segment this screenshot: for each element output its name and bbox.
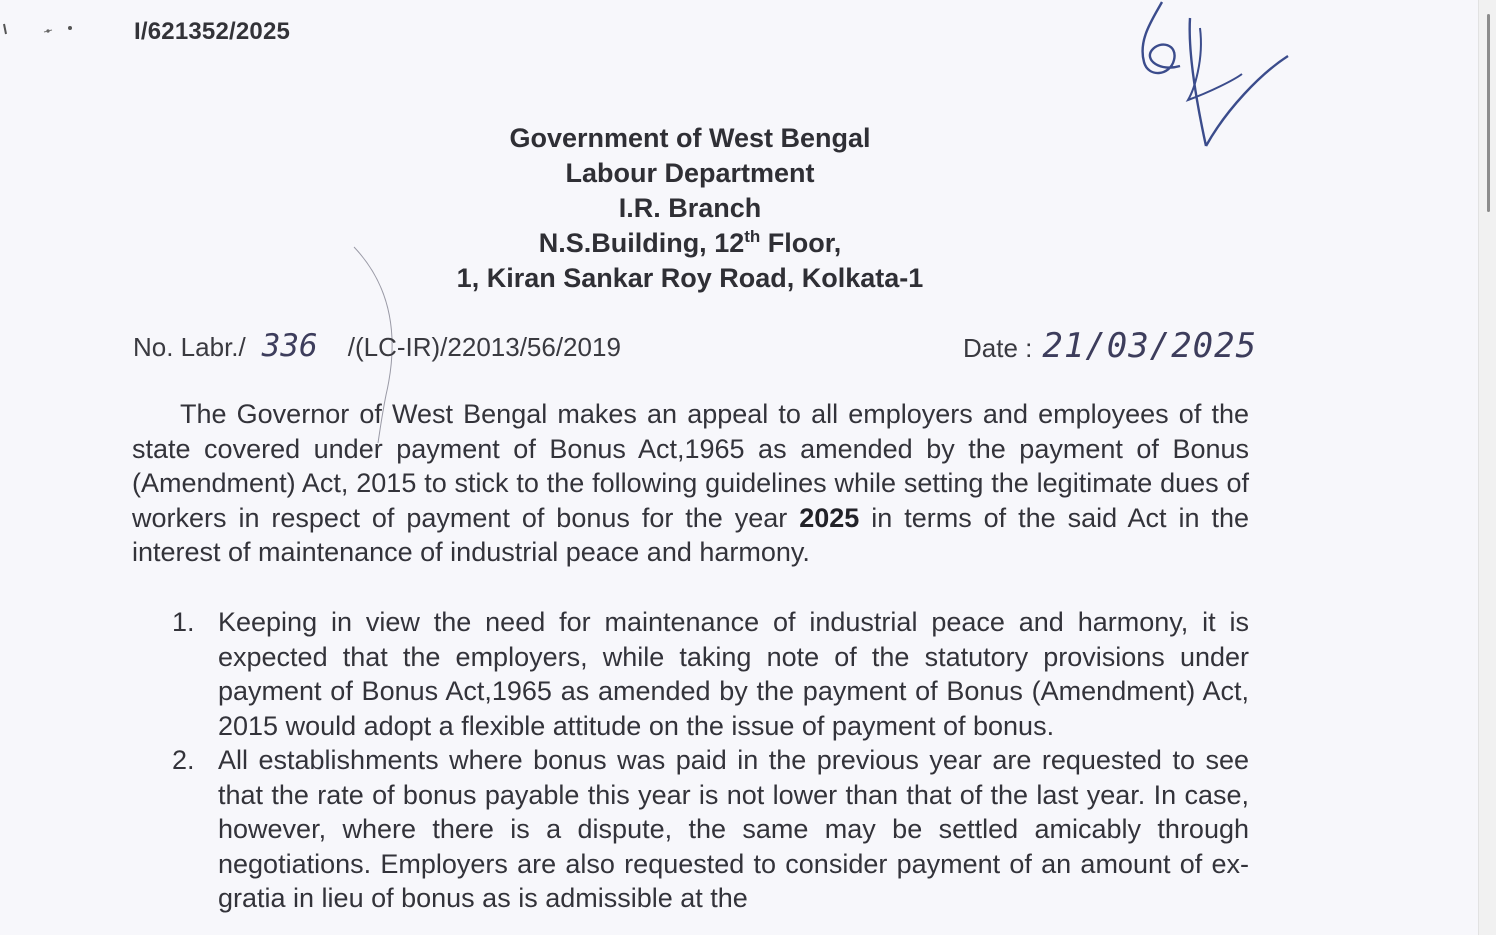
document-id: I/621352/2025 [134,18,291,45]
list-item [132,605,1249,743]
vertical-scrollbar[interactable] [1478,0,1496,935]
header-government: Government of West Bengal [509,123,871,153]
list-item [132,743,1249,916]
header-branch: I.R. Branch [618,193,762,223]
list-item-text: All establishments where bonus was paid in the previous year are requested to see that the rate of bonus payable this year is not lower than that of the last year. In case, however, where there is a dispute, the same may be settled amicably through negotiations. Employers are also requested to consider payment of an amount of ex-gratia in lieu of bonus as is admissible at the [218,745,1249,913]
list-item-text: Keeping in view the need for maintenance of industrial peace and harmony, it is expected that the employers, while taking note of the statutory provisions under payment of Bonus Act,1965 as amended by the payment of Bonus (Amendment) Act, 2015 would adopt a flexible attitude on the issue of payment of bonus. [218,607,1249,741]
scrollbar-thumb[interactable] [1487,14,1490,212]
intro-paragraph: The Governor of West Bengal makes an appeal to all employers and employees of the state covered under payment of Bonus Act,1965 as amended by the payment of Bonus (Amendment) Act, 2015 to stick to the following guidelines while setting the legitimate dues of workers in respect of payment of bonus for the year 2025 in terms of the said Act in the interest of maintenance of industrial peace and harmony. [132,399,1249,567]
list-item-number: 2. [172,745,195,775]
bonus-year: 2025 [799,502,860,533]
reference-prefix: No. Labr./ [133,332,246,362]
header-department: Labour Department [565,158,815,188]
memo-date [963,326,1257,366]
reference-suffix: /(LC-IR)/22013/56/2019 [347,332,621,362]
date-label: Date : [963,333,1033,363]
header-building: N.S.Building, 12th Floor, [538,227,842,258]
stray-ink-marks [0,18,80,40]
guideline-list [132,605,1249,916]
handwritten-date: 21/03/2025 [1042,326,1258,366]
header-address: 1, Kiran Sankar Roy Road, Kolkata-1 [456,263,924,293]
signature-icon [1130,0,1300,160]
letterhead [340,121,1040,296]
memo-reference [133,328,621,364]
list-item-number: 1. [172,607,195,637]
handwritten-memo-number: 336 [261,328,318,364]
